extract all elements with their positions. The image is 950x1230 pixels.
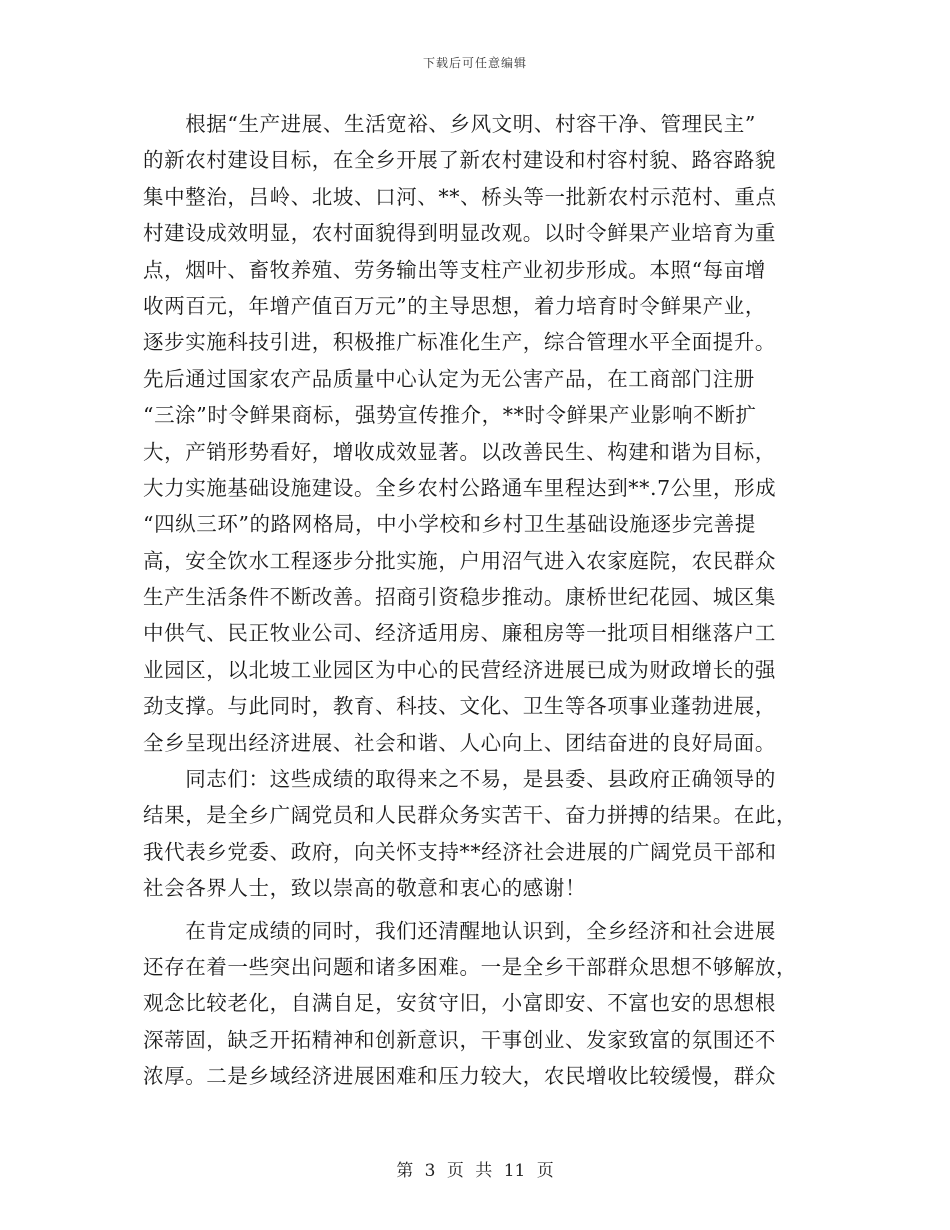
text-line: 深蒂固，缺乏开拓精神和创新意识，干事创业、发家致富的氛围还不 [143, 1027, 776, 1052]
text-line: 同志们：这些成绩的取得来之不易，是县委、县政府正确领导的 [143, 767, 776, 792]
page-header-note: 下载后可任意编辑 [422, 56, 527, 70]
document-body [143, 106, 803, 1095]
text-line: 根据“生产进展、生活宽裕、乡风文明、村容干净、管理民主” [143, 112, 756, 136]
text-line: 业园区，以北坡工业园区为中心的民营经济进展已成为财政增长的强 [143, 657, 776, 682]
text-line: 先后通过国家农产品质量中心认定为无公害产品，在工商部门注册 [143, 366, 755, 391]
text-line: 高，安全饮水工程逐步分批实施，户用沼气进入农家庭院，农民群众 [143, 548, 776, 573]
text-line: 劲支撑。与此同时，教育、科技、文化、卫生等各项事业蓬勃进展， [143, 694, 776, 719]
text-line: 还存在着一些突出问题和诸多困难。一是全乡干部群众思想不够解放， [143, 954, 798, 979]
text-line: 大力实施基础设施建设。全乡农村公路通车里程达到**.7公里，形成 [143, 475, 777, 500]
text-line: 点，烟叶、畜牧养殖、劳务输出等支柱产业初步形成。本照“每亩增 [143, 257, 766, 282]
text-line: 中供气、民正牧业公司、经济适用房、廉租房等一批项目相继落户工 [143, 621, 776, 646]
text-line: “四纵三环”的路网格局，中小学校和乡村卫生基础设施逐步完善提 [143, 512, 756, 537]
text-line: 大，产销形势看好，增收成效显著。以改善民生、构建和谐为目标， [143, 439, 776, 464]
text-line: 生产生活条件不断改善。招商引资稳步推动。康桥世纪花园、城区集 [143, 585, 776, 610]
text-line: 集中整治，吕岭、北坡、口河、**、桥头等一批新农村示范村、重点 [143, 184, 777, 209]
text-line: 结果，是全乡广阔党员和人民群众务实苦干、奋力拼搏的结果。在此， [143, 803, 798, 828]
text-line: 在肯定成绩的同时，我们还清醒地认识到，全乡经济和社会进展 [143, 918, 776, 943]
text-line: 观念比较老化，自满自足，安贫守旧，小富即安、不富也安的思想根 [143, 991, 776, 1016]
text-line: 我代表乡党委、政府，向关怀支持**经济社会进展的广阔党员干部和 [143, 839, 777, 864]
text-line: 浓厚。二是乡域经济进展困难和压力较大，农民增收比较缓慢，群众 [143, 1064, 776, 1089]
text-line: 收两百元，年增产值百万元”的主导思想，着力培育时令鲜果产业， [143, 293, 766, 318]
text-line: 村建设成效明显，农村面貌得到明显改观。以时令鲜果产业培育为重 [143, 221, 776, 246]
text-line: 逐步实施科技引进，积极推广标准化生产，综合管理水平全面提升。 [143, 330, 776, 355]
text-line: 全乡呈现出经济进展、社会和谐、人心向上、团结奋进的良好局面。 [143, 730, 776, 755]
text-line: “三涂”时令鲜果商标，强势宣传推介，**时令鲜果产业影响不断扩 [143, 403, 757, 428]
text-line: 的新农村建设目标，在全乡开展了新农村建设和村容村貌、路容路貌 [143, 148, 776, 173]
text-line: 社会各界人士，致以崇高的敬意和衷心的感谢！ [143, 876, 587, 901]
page-number-footer: 第 3 页 共 11 页 [396, 1161, 554, 1181]
